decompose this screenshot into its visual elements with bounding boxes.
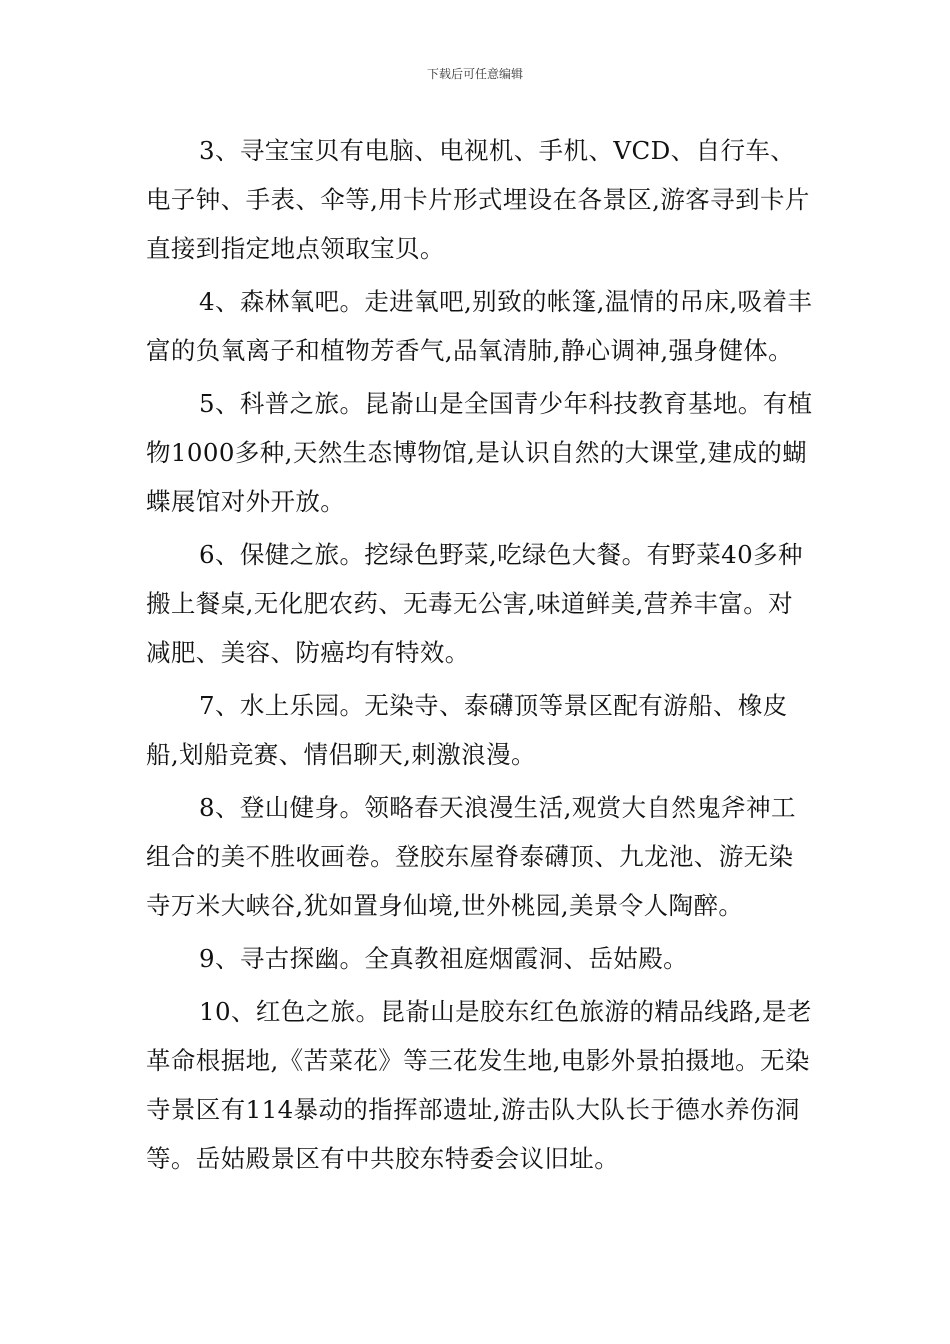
paragraph-health-tour: 6、保健之旅。挖绿色野菜,吃绿色大餐。有野菜40多种搬上餐桌,无化肥农药、无毒无公害,味道鲜美,营养丰富。对减肥、美容、防癌均有特效。 <box>146 540 803 667</box>
paragraph-ancient-exploration: 9、寻古探幽。全真教祖庭烟霞洞、岳姑殿。 <box>199 944 689 973</box>
paragraph-mountain-climbing: 8、登山健身。领略春天浪漫生活,观赏大自然鬼斧神工组合的美不胜收画卷。登胶东屋脊泰礴顶、九龙池、游无染寺万米大峡谷,犹如置身仙境,世外桃园,美景令人陶醉。 <box>146 793 796 920</box>
paragraph-science-tour: 5、科普之旅。昆嵛山是全国青少年科技教育基地。有植物1000多种,天然生态博物馆,是认识自然的大课堂,建成的蝴蝶展馆对外开放。 <box>146 389 813 516</box>
paragraph-forest-oxygen-bar: 4、森林氧吧。走进氧吧,别致的帐篷,温情的吊床,吸着丰富的负氧离子和植物芳香气,品氧清肺,静心调神,强身健体。 <box>146 287 813 365</box>
paragraph-treasure-hunt: 3、寻宝宝贝有电脑、电视机、手机、VCD、自行车、电子钟、手表、伞等,用卡片形式埋设在各景区,游客寻到卡片直接到指定地点领取宝贝。 <box>146 136 810 263</box>
document-body <box>146 126 816 1183</box>
paragraph-water-park: 7、水上乐园。无染寺、泰礴顶等景区配有游船、橡皮船,划船竞赛、情侣聊天,刺激浪漫。 <box>146 691 788 769</box>
paragraph-red-tour: 10、红色之旅。昆嵛山是胶东红色旅游的精品线路,是老革命根据地,《苦菜花》等三花发生地,电影外景拍摄地。无染寺景区有114暴动的指挥部遗址,游击队大队长于德水养伤洞等。岳姑殿景区有中共胶东特委会议旧址。 <box>146 997 812 1173</box>
page-header-note: 下载后可任意编辑 <box>426 67 523 81</box>
